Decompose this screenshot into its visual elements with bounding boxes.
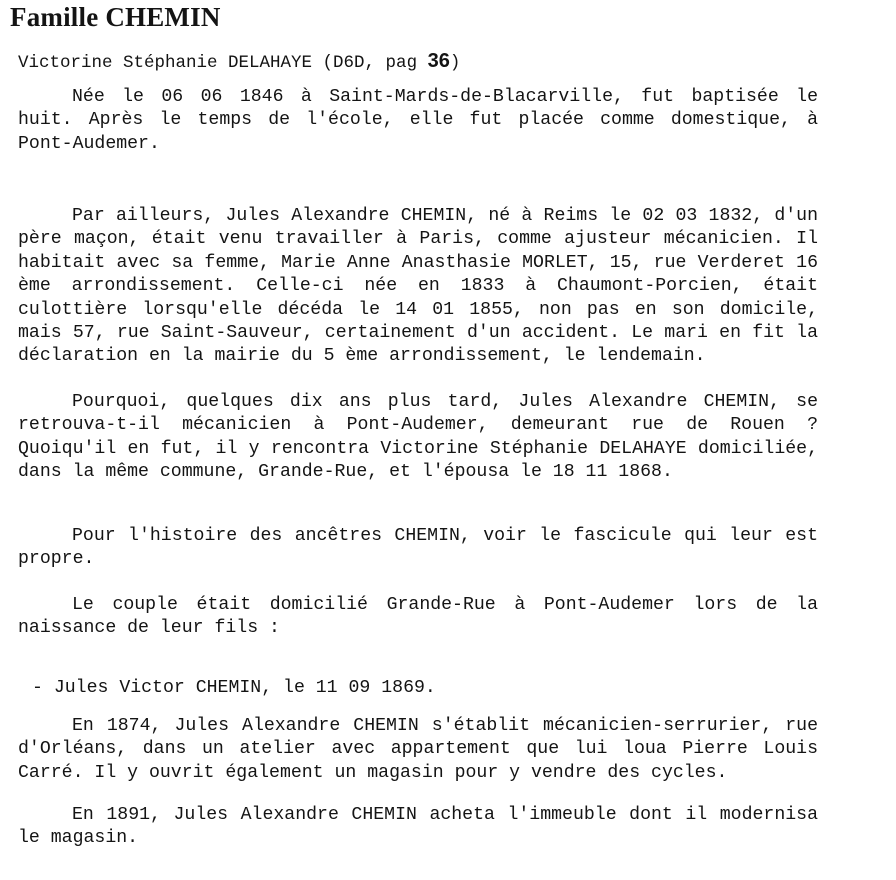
list-item-son [32,677,832,700]
paragraph-jules-alexandre [18,205,818,369]
paragraph-text: Pourquoi, quelques dix ans plus tard, Jules Alexandre CHEMIN, se retrouva-t-il mécanicien à Pont-Audemer, demeurant rue de Rouen ? Quoiqu'il en fut, il y rencontra Victorine Stéphanie DELAHAYE domiciliée, dans la même commune, Grande-Rue, et l'épousa le 18 11 1868. [18,392,818,483]
subheading [18,50,460,73]
paragraph-birth [18,86,818,156]
paragraph-text: Par ailleurs, Jules Alexandre CHEMIN, né à Reims le 02 03 1832, d'un père maçon, était venu travailler à Paris, comme ajusteur mécanicien. Il habitait avec sa femme, Marie Anne Anasthasie MORLET, 15, rue Verderet 16 ème arrondissement. Celle-ci née en 1833 à Chaumont-Porcien, était culottière lorsqu'elle décéda le 14 01 1855, non pas en son domicile, mais 57, rue Saint-Sauveur, certainement d'un accident. Le mari en fit la déclaration en la mairie du 5 ème arrondissement, le lendemain. [18,206,818,367]
paragraph-marriage [18,391,818,485]
paragraph-text: En 1874, Jules Alexandre CHEMIN s'établit mécanicien-serrurier, rue d'Orléans, dans un atelier avec appartement que lui loua Pierre Louis Carré. Il y ouvrit également un magasin pour y vendre des cycles. [18,716,818,783]
paragraph-text: - Jules Victor CHEMIN, le 11 09 1869. [32,678,436,698]
paragraph-text: Pour l'histoire des ancêtres CHEMIN, voir le fascicule qui leur est propre. [18,526,818,570]
subheading-close: ) [449,53,461,73]
paragraph-text: En 1891, Jules Alexandre CHEMIN acheta l'immeuble dont il modernisa le magasin. [18,805,818,849]
paragraph-workshop [18,715,818,785]
paragraph-text: Née le 06 06 1846 à Saint-Mards-de-Blacarville, fut baptisée le huit. Après le temps de l'école, elle fut placée comme domestique, à Pont-Audemer. [18,87,818,154]
page-number: 36 [427,50,450,72]
paragraph-couple [18,594,818,641]
page-title: Famille CHEMIN [10,2,221,32]
subheading-text: Victorine Stéphanie DELAHAYE (D6D, pag [18,53,418,73]
paragraph-text: Le couple était domicilié Grande-Rue à Pont-Audemer lors de la naissance de leur fils : [18,595,818,639]
paragraph-ancestors [18,525,818,572]
paragraph-building [18,804,818,851]
